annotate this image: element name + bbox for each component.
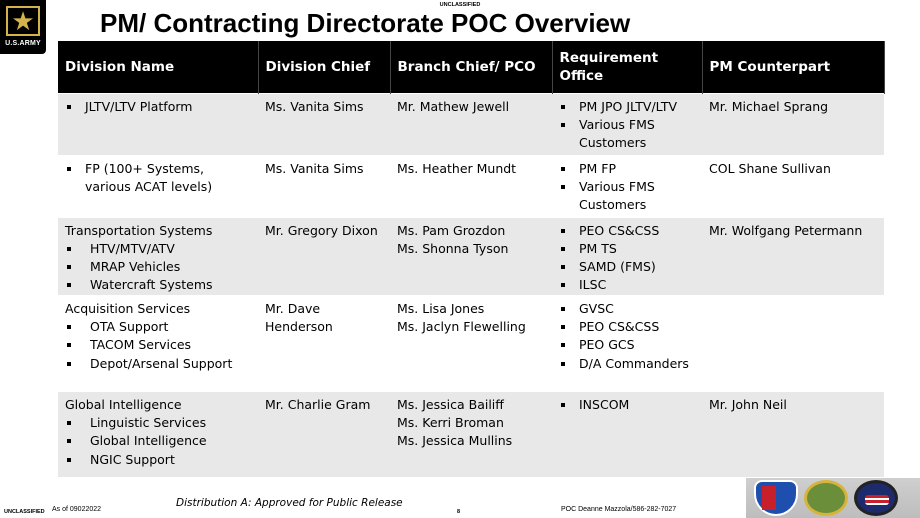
- division-item: NGIC Support: [65, 451, 251, 469]
- pm-counterpart-cell: COL Shane Sullivan: [702, 155, 884, 217]
- division-chief-cell: Mr. Charlie Gram: [258, 391, 390, 477]
- division-heading: Transportation Systems: [65, 222, 213, 238]
- page-title: PM/ Contracting Directorate POC Overview: [100, 8, 631, 38]
- branch-chief-cell: [390, 93, 552, 155]
- requirement-office-item: Various FMS Customers: [559, 178, 695, 215]
- poc-table: [58, 41, 885, 477]
- army-star-icon: ★: [6, 6, 40, 36]
- division-chief-cell: Mr. Gregory Dixon: [258, 217, 390, 295]
- pm-counterpart-cell: Mr. John Neil: [702, 391, 884, 477]
- division-item: HTV/MTV/ATV: [65, 240, 251, 258]
- army-logo: [0, 0, 46, 54]
- requirement-office-item: GVSC: [559, 300, 695, 318]
- table-row: [58, 295, 884, 391]
- table-row: [58, 217, 884, 295]
- as-of-date: As of 09022022: [52, 506, 102, 513]
- requirement-office-item: INSCOM: [559, 396, 695, 414]
- division-item: FP (100+ Systems, various ACAT levels): [65, 160, 251, 197]
- division-name-cell: [58, 391, 258, 477]
- requirement-office-item: PEO CS&CSS: [559, 318, 695, 336]
- division-item: Linguistic Services: [65, 414, 251, 432]
- distribution-statement: Distribution A: Approved for Public Release: [176, 497, 403, 509]
- requirement-office-cell: [552, 295, 702, 391]
- division-name-cell: [58, 155, 258, 217]
- requirement-office-item: SAMD (FMS): [559, 258, 695, 276]
- requirement-office-item: PEO CS&CSS: [559, 222, 695, 240]
- page-number: 8: [457, 509, 461, 515]
- column-header-requirement-office: Requirement Office: [552, 41, 702, 93]
- pm-counterpart-cell: Mr. Wolfgang Petermann: [702, 217, 884, 295]
- requirement-office-item: PEO GCS: [559, 336, 695, 354]
- flag-stripes-insignia-icon: [854, 480, 898, 516]
- requirement-office-item: PM JPO JLTV/LTV: [559, 98, 695, 116]
- division-name-cell: [58, 295, 258, 391]
- division-item: MRAP Vehicles: [65, 258, 251, 276]
- branch-chief-name: Ms. Kerri Broman: [397, 414, 504, 430]
- insignia-strip: [746, 478, 920, 518]
- branch-chief-name: Ms. Jessica Bailiff: [397, 396, 504, 412]
- table-row: [58, 391, 884, 477]
- requirement-office-cell: [552, 217, 702, 295]
- army-logo-text: U.S.ARMY: [5, 40, 41, 47]
- table-header-row: [58, 41, 884, 93]
- branch-chief-cell: [390, 295, 552, 391]
- branch-chief-name: Ms. Heather Mundt: [397, 160, 517, 176]
- division-chief-cell: Mr. Dave Henderson: [258, 295, 390, 391]
- column-header-pm-counterpart: PM Counterpart: [702, 41, 884, 93]
- branch-chief-name: Ms. Jessica Mullins: [397, 433, 513, 449]
- branch-chief-name: Ms. Lisa Jones: [397, 300, 485, 316]
- branch-chief-cell: [390, 391, 552, 477]
- division-chief-cell: Ms. Vanita Sims: [258, 155, 390, 217]
- requirement-office-item: PM TS: [559, 240, 695, 258]
- division-heading: Global Intelligence: [65, 396, 182, 412]
- branch-chief-name: Ms. Jaclyn Flewelling: [397, 318, 526, 334]
- table-row: [58, 155, 884, 217]
- classification-top: UNCLASSIFIED: [439, 2, 481, 8]
- green-gold-seal-insignia-icon: [804, 480, 848, 516]
- requirement-office-cell: [552, 391, 702, 477]
- red-blue-shield-insignia-icon: [754, 480, 798, 516]
- division-item: Global Intelligence: [65, 432, 251, 450]
- division-item: JLTV/LTV Platform: [65, 98, 251, 116]
- branch-chief-name: Ms. Pam Grozdon: [397, 222, 506, 238]
- division-item: OTA Support: [65, 318, 251, 336]
- branch-chief-name: Mr. Mathew Jewell: [397, 98, 510, 114]
- poc-contact: POC Deanne Mazzola/586-282-7027: [561, 506, 677, 513]
- branch-chief-cell: [390, 155, 552, 217]
- division-heading: Acquisition Services: [65, 300, 191, 316]
- table-row: [58, 93, 884, 155]
- division-item: TACOM Services: [65, 336, 251, 354]
- branch-chief-name: Ms. Shonna Tyson: [397, 240, 509, 256]
- requirement-office-item: Various FMS Customers: [559, 116, 695, 153]
- pm-counterpart-cell: Mr. Michael Sprang: [702, 93, 884, 155]
- requirement-office-cell: [552, 93, 702, 155]
- pm-counterpart-cell: [702, 295, 884, 391]
- division-name-cell: [58, 93, 258, 155]
- requirement-office-item: ILSC: [559, 276, 695, 294]
- requirement-office-item: D/A Commanders: [559, 355, 695, 373]
- division-chief-cell: Ms. Vanita Sims: [258, 93, 390, 155]
- requirement-office-cell: [552, 155, 702, 217]
- division-name-cell: [58, 217, 258, 295]
- requirement-office-item: PM FP: [559, 160, 695, 178]
- column-header-division-chief: Division Chief: [258, 41, 390, 93]
- branch-chief-cell: [390, 217, 552, 295]
- column-header-division-name: Division Name: [58, 41, 258, 93]
- division-item: Depot/Arsenal Support: [65, 355, 251, 373]
- division-item: Watercraft Systems: [65, 276, 251, 294]
- column-header-branch-chief: Branch Chief/ PCO: [390, 41, 552, 93]
- classification-bottom: UNCLASSIFIED: [4, 509, 45, 515]
